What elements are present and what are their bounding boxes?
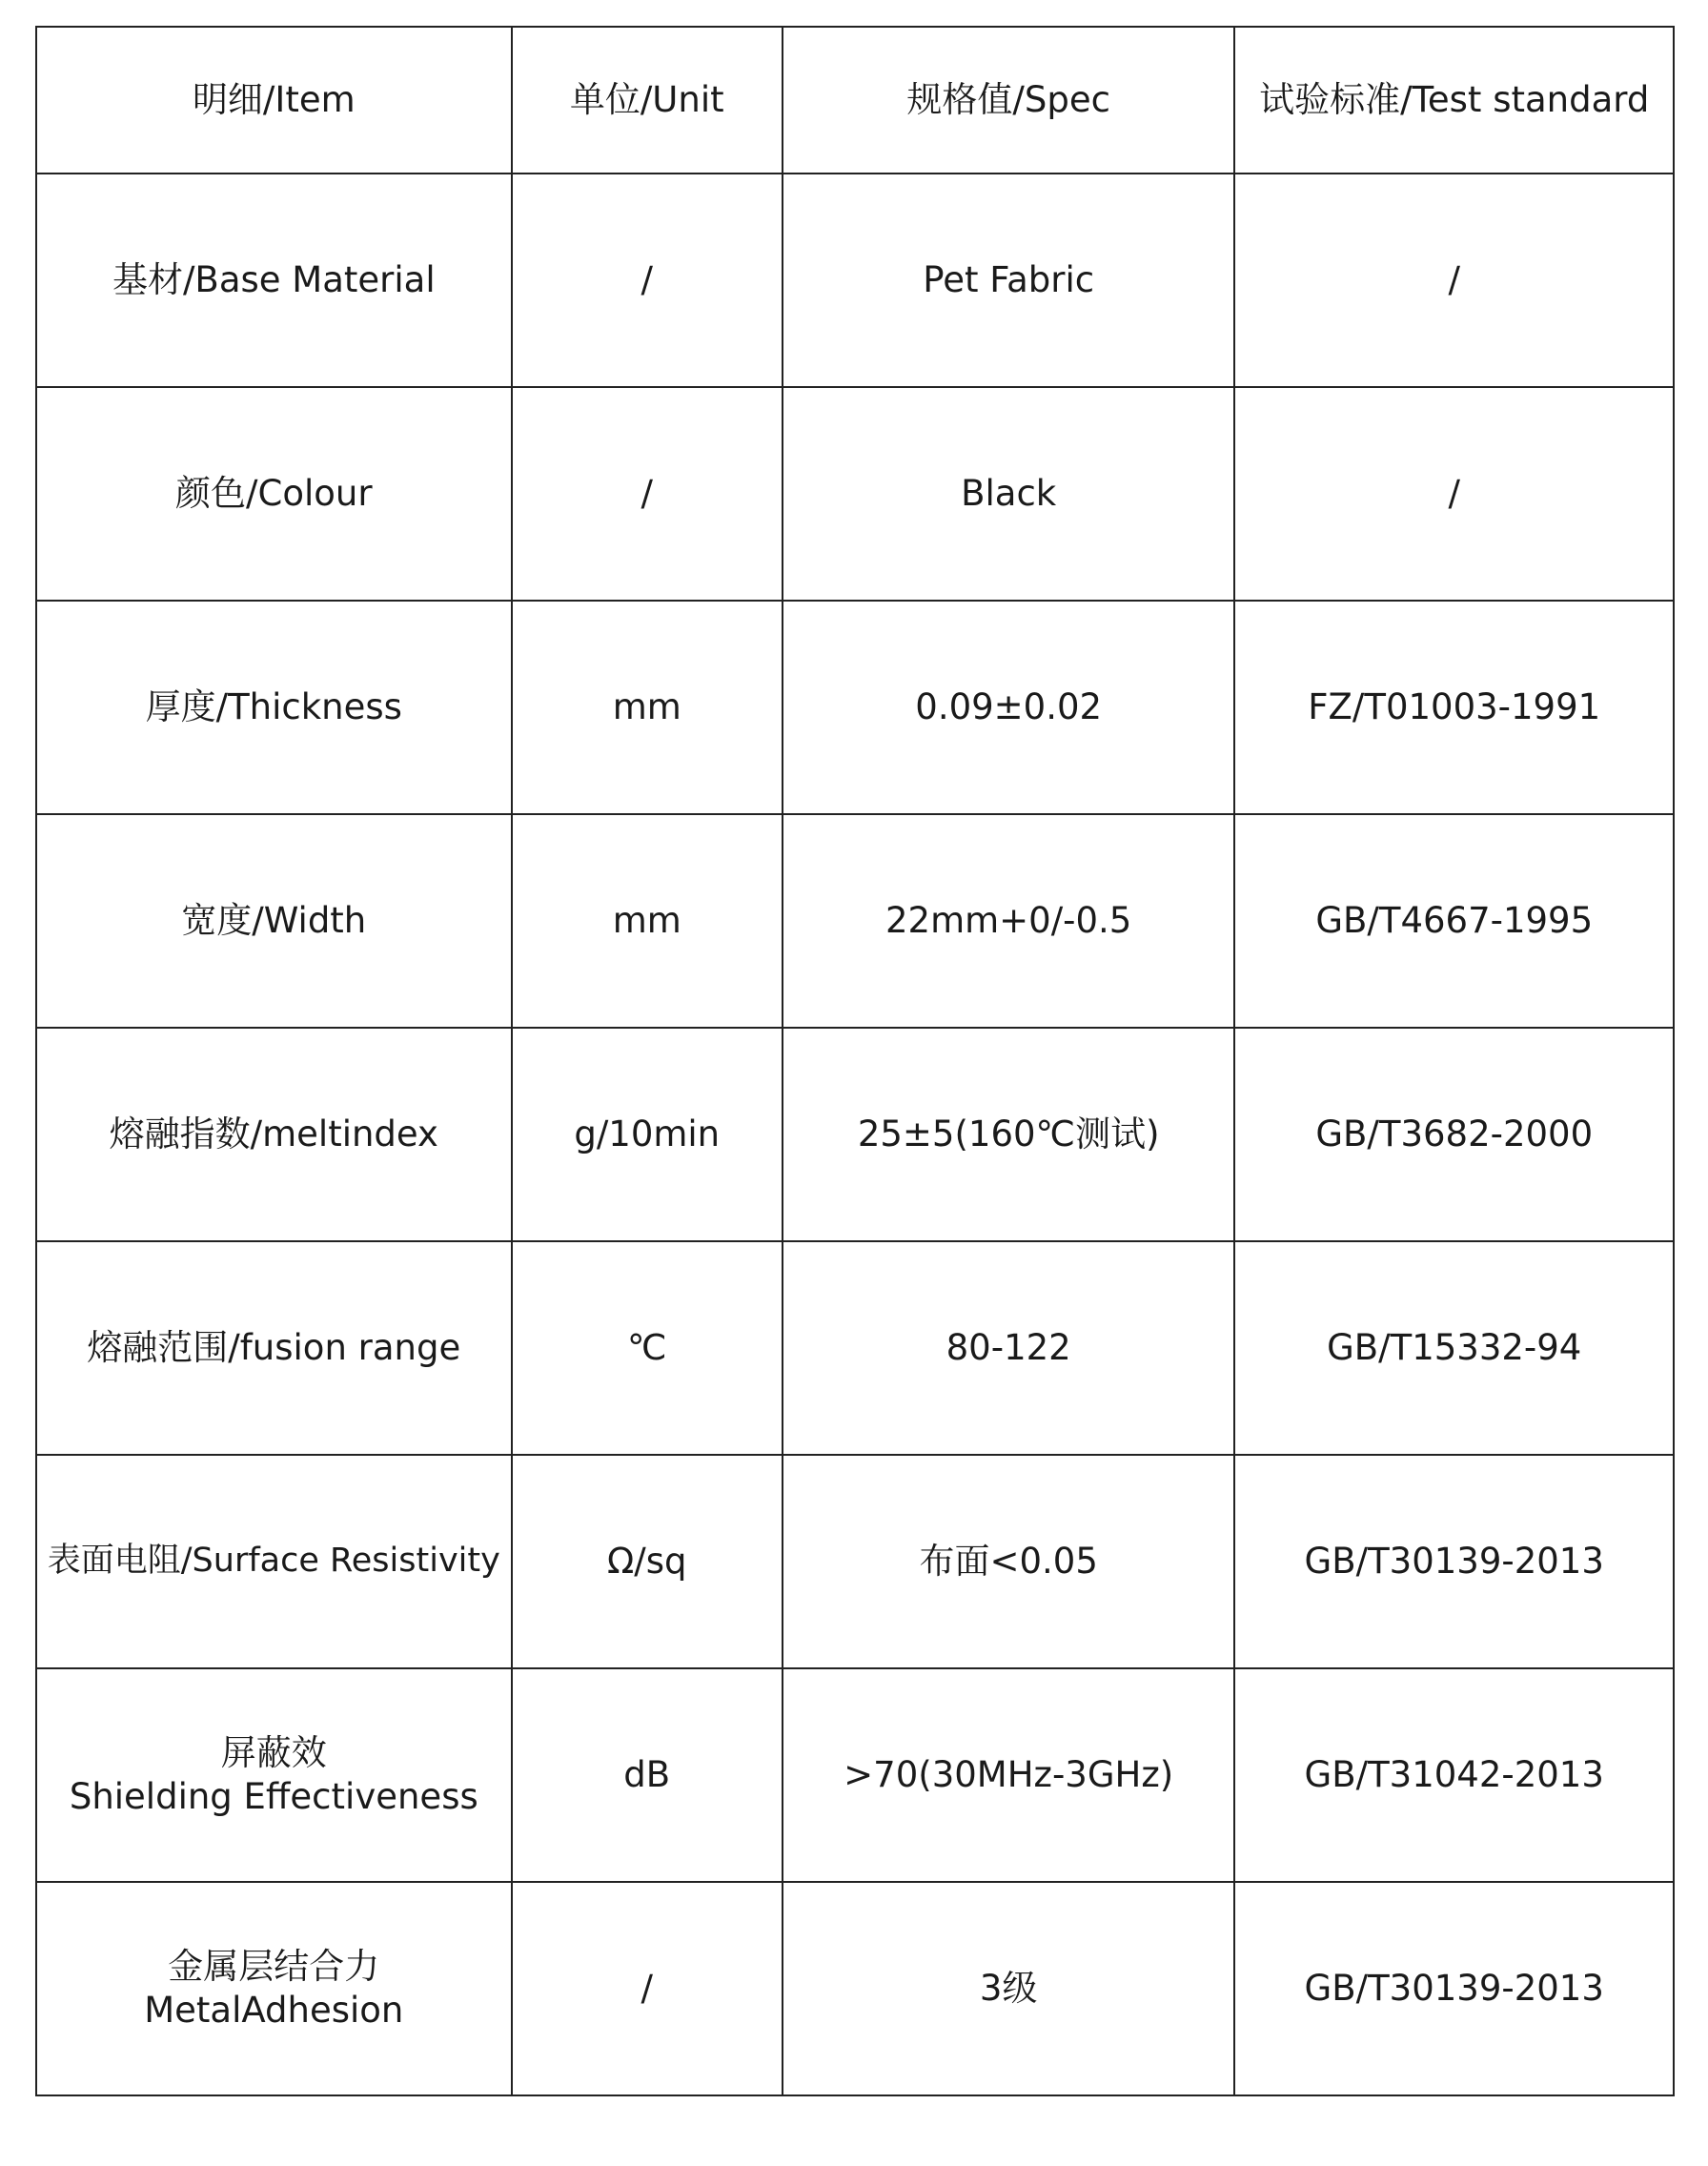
cell-item xyxy=(36,174,512,387)
cell-unit: / xyxy=(512,174,783,387)
cell-spec: 3级 xyxy=(783,1882,1235,2095)
item-label: 颜色/Colour xyxy=(175,472,373,514)
item-label-cn: 金属层结合力 xyxy=(168,1945,380,1987)
cell-standard: / xyxy=(1234,387,1674,601)
cell-standard: / xyxy=(1234,174,1674,387)
item-label-en: MetalAdhesion xyxy=(144,1990,404,2031)
table-row xyxy=(36,1668,1674,1882)
cell-item xyxy=(36,1668,512,1882)
cell-standard: GB/T3682-2000 xyxy=(1234,1028,1674,1241)
cell-unit: Ω/sq xyxy=(512,1455,783,1668)
cell-unit: ℃ xyxy=(512,1241,783,1455)
cell-standard: GB/T30139-2013 xyxy=(1234,1455,1674,1668)
cell-standard: GB/T4667-1995 xyxy=(1234,814,1674,1028)
cell-spec: 25±5(160℃测试) xyxy=(783,1028,1235,1241)
item-label-cn: 屏蔽效 xyxy=(220,1731,327,1773)
header-item: 明细/Item xyxy=(36,27,512,174)
cell-spec: >70(30MHz-3GHz) xyxy=(783,1668,1235,1882)
cell-standard: FZ/T01003-1991 xyxy=(1234,601,1674,814)
table-row xyxy=(36,174,1674,387)
item-label: 表面电阻/Surface Resistivity xyxy=(47,1542,500,1581)
cell-spec: 0.09±0.02 xyxy=(783,601,1235,814)
table-row xyxy=(36,1882,1674,2095)
cell-unit: mm xyxy=(512,814,783,1028)
cell-item xyxy=(36,1028,512,1241)
header-test-standard: 试验标准/Test standard xyxy=(1234,27,1674,174)
item-label-en: Shielding Effectiveness xyxy=(69,1776,478,1817)
cell-item xyxy=(36,601,512,814)
table-row xyxy=(36,1455,1674,1668)
table-header-row xyxy=(36,27,1674,174)
header-unit: 单位/Unit xyxy=(512,27,783,174)
cell-unit: dB xyxy=(512,1668,783,1882)
table-row xyxy=(36,814,1674,1028)
item-label: 厚度/Thickness xyxy=(145,685,402,727)
cell-standard: GB/T15332-94 xyxy=(1234,1241,1674,1455)
cell-item xyxy=(36,814,512,1028)
cell-spec: 22mm+0/-0.5 xyxy=(783,814,1235,1028)
cell-spec: Black xyxy=(783,387,1235,601)
cell-unit: / xyxy=(512,387,783,601)
cell-item xyxy=(36,1455,512,1668)
item-label: 基材/Base Material xyxy=(112,258,436,300)
item-label: 熔融指数/meltindex xyxy=(109,1113,438,1155)
item-label: 宽度/Width xyxy=(181,899,367,941)
cell-unit: / xyxy=(512,1882,783,2095)
table-row xyxy=(36,1241,1674,1455)
cell-standard: GB/T30139-2013 xyxy=(1234,1882,1674,2095)
cell-spec: 布面<0.05 xyxy=(783,1455,1235,1668)
table-row xyxy=(36,601,1674,814)
cell-item xyxy=(36,387,512,601)
cell-unit: mm xyxy=(512,601,783,814)
header-spec: 规格值/Spec xyxy=(783,27,1235,174)
cell-spec: 80-122 xyxy=(783,1241,1235,1455)
item-label: 熔融范围/fusion range xyxy=(87,1326,461,1368)
spec-table xyxy=(35,26,1675,2096)
cell-item xyxy=(36,1882,512,2095)
cell-spec: Pet Fabric xyxy=(783,174,1235,387)
table-row xyxy=(36,387,1674,601)
table-row xyxy=(36,1028,1674,1241)
cell-unit: g/10min xyxy=(512,1028,783,1241)
cell-standard: GB/T31042-2013 xyxy=(1234,1668,1674,1882)
cell-item xyxy=(36,1241,512,1455)
